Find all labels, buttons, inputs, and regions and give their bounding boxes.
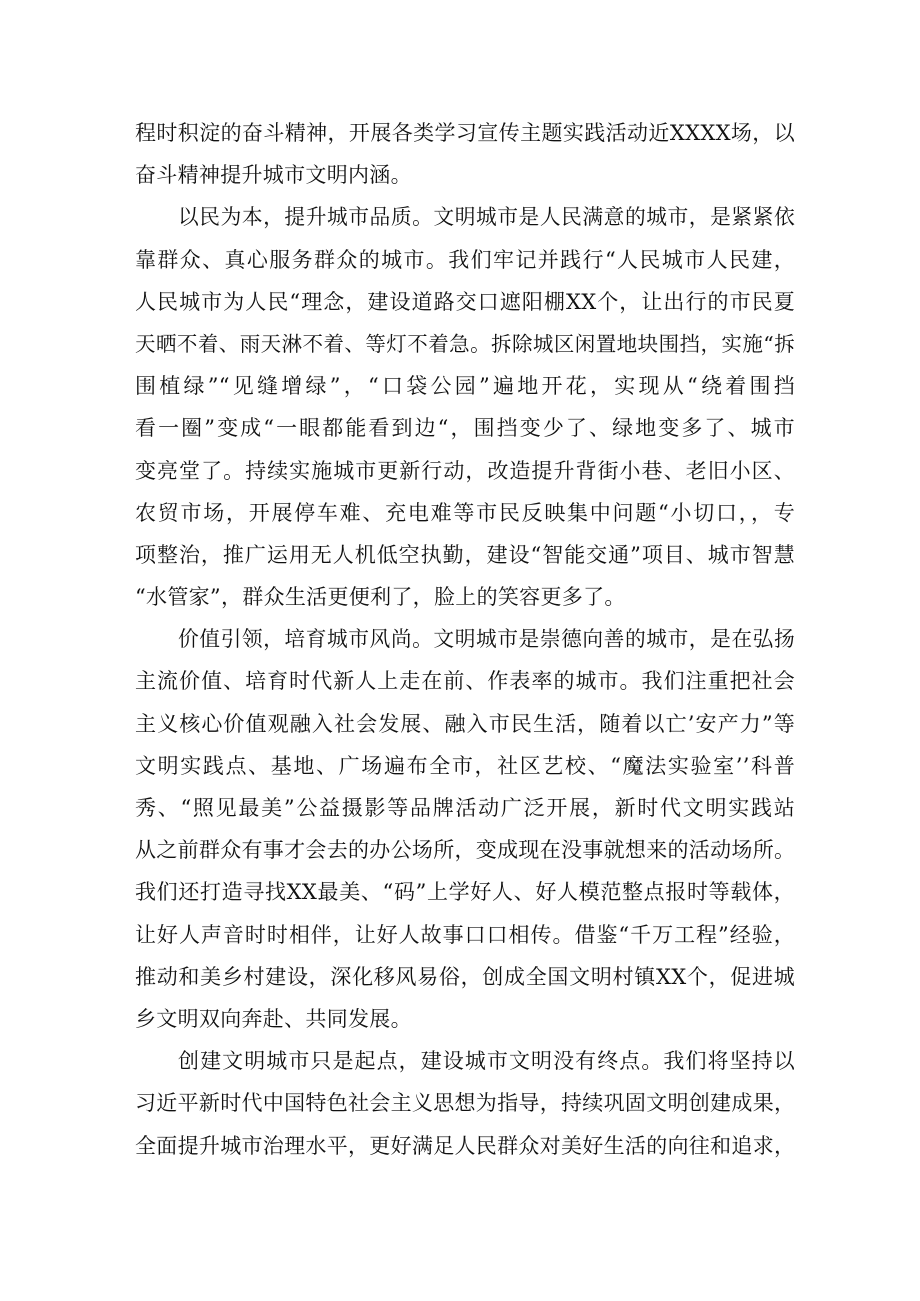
text-line: 文明实践点、基地、广场遍布全市，社区艺校、“魔法实验室’’科普: [135, 753, 795, 778]
text-line: 看一圈”变成“一眼都能看到边“，围挡变少了、绿地变多了、城市: [135, 416, 795, 441]
text-line: 以民为本，提升城市品质。文明城市是人民满意的城市，是紧紧依: [178, 205, 795, 230]
text-line: 主义核心价值观融入社会发展、融入市民生活，随着以亡’安产力”等: [135, 711, 795, 736]
text-line: 我们还打造寻找XX最美、“码”上学好人、好人模范整点报时等载体，: [135, 880, 795, 905]
text-line: 推动和美乡村建设，深化移风易俗，创成全国文明村镇XX个，促进城: [135, 964, 795, 989]
text-line: 变亮堂了。持续实施城市更新行动，改造提升背街小巷、老旧小区、: [135, 458, 795, 483]
text-line: 让好人声音时时相伴，让好人故事口口相传。借鉴“千万工程”经验，: [135, 922, 795, 947]
text-line: 人民城市为人民“理念，建设道路交口遮阳棚XX个，让出行的市民夏: [135, 289, 795, 314]
text-line: 主流价值、培育时代新人上走在前、作表率的城市。我们注重把社会: [135, 669, 795, 694]
text-line: 围植绿”“见缝增绿”，“口袋公园”遍地开花，实现从“绕着围挡: [135, 374, 795, 399]
text-line: 靠群众、真心服务群众的城市。我们牢记并践行“人民城市人民建，: [135, 247, 795, 272]
text-line: 程时积淀的奋斗精神，开展各类学习宣传主题实践活动近XXXX场，以: [135, 121, 795, 145]
text-line: 习近平新时代中国特色社会主义思想为指导，持续巩固文明创建成果，: [135, 1091, 795, 1116]
text-line: 奋斗精神提升城市文明内涵。: [135, 163, 412, 188]
document-body: [135, 112, 795, 1167]
text-line: “水管家”，群众生活更便利了，脸上的笑容更多了。: [135, 585, 626, 610]
text-line: 价值引领，培育城市风尚。文明城市是崇德向善的城市，是在弘扬: [178, 627, 795, 652]
text-line: 创建文明城市只是起点，建设城市文明没有终点。我们将坚持以: [178, 1049, 795, 1074]
text-line: 项整治，推广运用无人机低空执勤，建设“智能交通”项目、城市智慧: [135, 542, 795, 567]
text-line: 天晒不着、雨天淋不着、等灯不着急。拆除城区闲置地块围挡，实施“拆: [135, 331, 795, 356]
text-line: 乡文明双向奔赴、共同发展。: [135, 1006, 412, 1031]
text-line: 秀、“照见最美”公益摄影等品牌活动广泛开展，新时代文明实践站: [135, 796, 795, 820]
text-line: 农贸市场，开展停车难、充电难等市民反映集中问题“小切口，，专: [135, 500, 795, 525]
text-line: 全面提升城市治理水平，更好满足人民群众对美好生活的向往和追求，: [135, 1133, 795, 1158]
text-line: 从之前群众有事才会去的办公场所，变成现在没事就想来的活动场所。: [135, 838, 795, 863]
